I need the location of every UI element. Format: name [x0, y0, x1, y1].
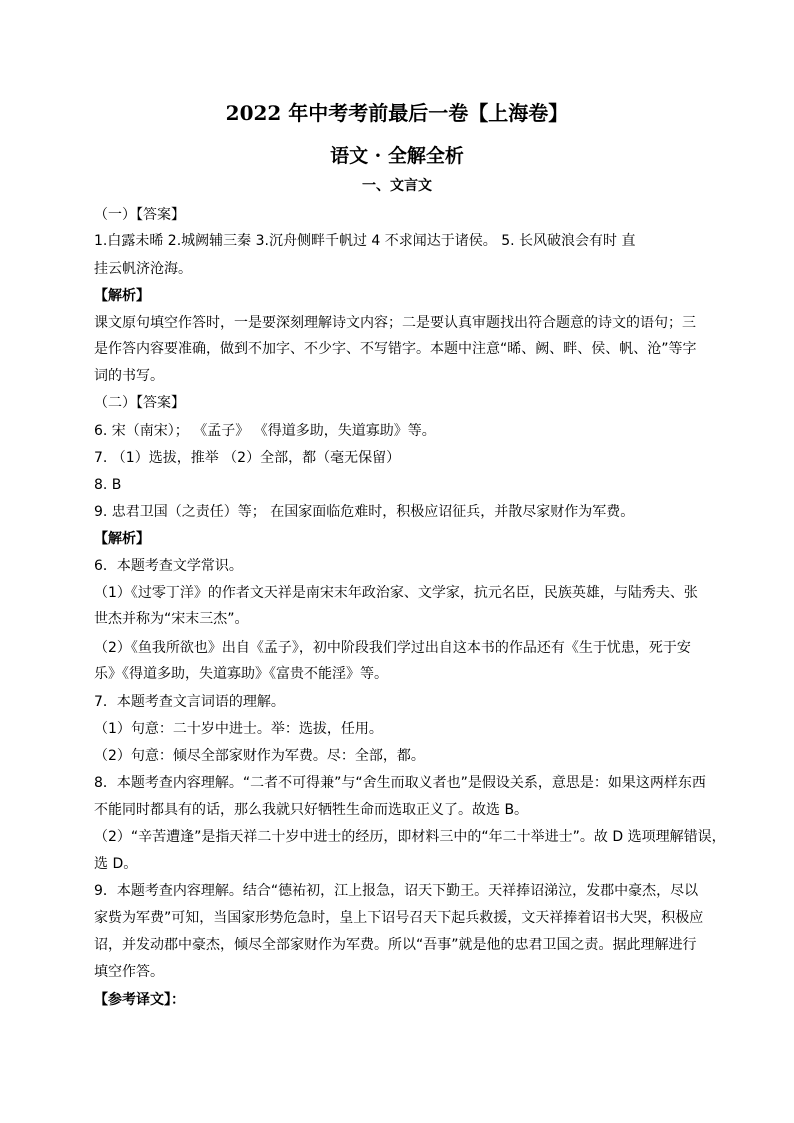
text-line: （2）《鱼我所欲也》出自《孟子》，初中阶段我们学过出自这本书的作品还有《生于忧患，死于安: [94, 640, 691, 656]
text-line: 1.白露未晞 2.城阙辅三秦 3.沉舟侧畔千帆过 4 不求闻达于诸侯。 5. 长风破浪会有时 直: [94, 233, 636, 249]
text-line: 乐》《得道多助，失道寡助》《富贵不能淫》等。: [94, 666, 388, 682]
text-line: 7．本题考查文言词语的理解。: [94, 694, 285, 710]
text-line: 9．本题考查内容理解。结合“德祐初，江上报急，诏天下勤王。天祥捧诏涕泣，发郡中豪杰，尽以: [94, 883, 699, 899]
text-line: 8．本题考查内容理解。“二者不可得兼”与“舍生而取义者也”是假设关系，意思是：如果这两样东西: [94, 775, 706, 791]
text-line: 挂云帆济沧海。: [94, 261, 192, 277]
text-line: 课文原句填空作答时，一是要深刻理解诗文内容；二是要认真审题找出符合题意的诗文的语句；三: [94, 315, 696, 331]
text-line: （一）【答案】: [94, 207, 185, 223]
text-line: 6. 宋（南宋）； 《孟子》 《得道多助，失道寡助》等。: [94, 423, 436, 439]
text-line: （2）“辛苦遭逢”是指天祥二十岁中进士的经历，即材料三中的“年二十举进士”。故 D 选项理解错误，: [94, 829, 726, 845]
text-line: 选 D。: [94, 856, 138, 872]
section-heading: 一、文言文: [362, 178, 432, 194]
text-line: （2）句意：倾尽全部家财作为军费。尽：全部，都。: [94, 748, 425, 764]
text-line: 8. B: [94, 477, 122, 493]
text-line: 【解析】: [94, 531, 150, 547]
text-line: 9. 忠君卫国（之责任）等； 在国家面临危难时，积极应诏征兵，并散尽家财作为军费。: [94, 504, 635, 520]
text-line: 词的书写。: [94, 368, 164, 384]
text-line: 是作答内容要准确，做到不加字、不少字、不写错字。本题中注意“晞、阙、畔、侯、帆、沧”等字: [94, 341, 697, 357]
text-line: 6．本题考查文学常识。: [94, 558, 243, 574]
text-line: 填空作答。: [94, 964, 164, 980]
text-line: 世杰并称为“宋末三杰”。: [94, 611, 249, 627]
text-line: 【参考译文】：: [94, 992, 185, 1008]
text-line: 不能同时都具有的话，那么我就只好牺牲生命而选取正义了。故选 B。: [94, 802, 529, 818]
text-line: （1）句意：二十岁中进士。举：选拔，任用。: [94, 721, 383, 737]
text-line: （1）《过零丁洋》的作者文天祥是南宋末年政治家、文学家，抗元名臣，民族英雄，与陆秀夫、张: [94, 585, 698, 601]
doc-title: 2022 年中考考前最后一卷【上海卷】: [225, 101, 569, 125]
text-line: （二）【答案】: [94, 395, 185, 411]
text-line: 7. （1）选拔，推举 （2）全部，都（毫无保留）: [94, 450, 401, 466]
text-line: 家赀为军费”可知，当国家形势危急时，皇上下诏号召天下起兵救援，文天祥捧着诏书大哭，积极应: [94, 910, 704, 926]
text-line: 【解析】: [94, 288, 150, 304]
text-line: 诏，并发动郡中豪杰，倾尽全部家财作为军费。所以“吾事”就是他的忠君卫国之责。据此理解进行: [94, 937, 697, 953]
doc-subtitle: 语文 · 全解全析: [330, 145, 464, 167]
